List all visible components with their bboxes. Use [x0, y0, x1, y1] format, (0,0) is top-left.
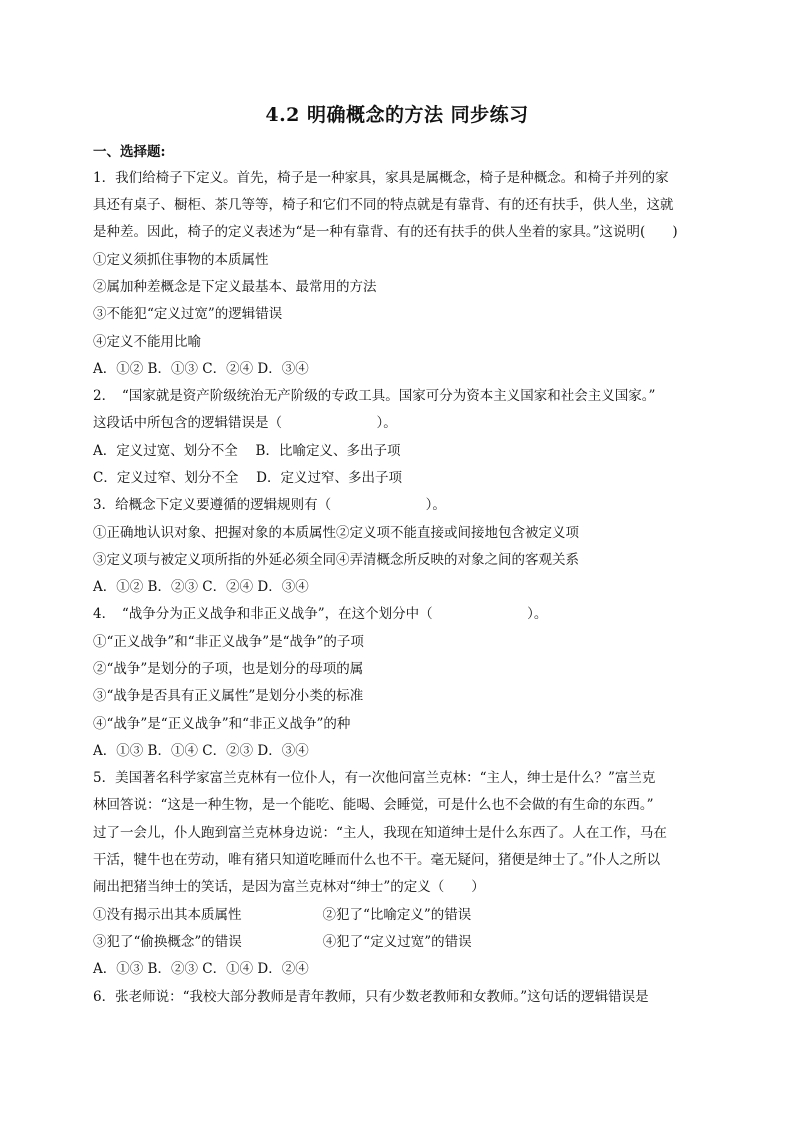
q4-option-2: ②“战争”是划分的子项，也是划分的母项的属: [93, 661, 364, 677]
q1-option-2: ②属加种差概念是下定义最基本、最常用的方法: [93, 279, 377, 295]
q2-line-1: 2． “国家就是资产阶级统治无产阶级的专政工具。国家可分为资本主义国家和社会主义国家。”: [93, 388, 656, 404]
q4-option-3: ③“战争是否具有正义属性”是划分小类的标准: [93, 688, 364, 704]
q3-choices: A．①② B．②③ C．②④ D．③④: [93, 579, 309, 595]
q2-choices-ab: A．定义过宽、划分不全 B．比喻定义、多出子项: [93, 443, 401, 459]
q1-option-3: ③不能犯“定义过宽”的逻辑错误: [93, 306, 283, 322]
q5-line-2: 林回答说：“这是一种生物，是一个能吃、能喝、会睡觉，可是什么也不会做的有生命的东西。”: [93, 797, 654, 813]
q5-line-4: 干活，犍牛也在劳动，唯有猪只知道吃睡而什么也不干。毫无疑问，猪便是绅士了。”仆人之所以: [93, 852, 661, 868]
q3-line-1: 3．给概念下定义要遵循的逻辑规则有（ ）。: [93, 497, 446, 513]
q4-option-4: ④“战争”是“正义战争”和“非正义战争”的种: [93, 716, 351, 732]
q3-option-34: ③定义项与被定义项所指的外延必须全同④弄清概念所反映的对象之间的客观关系: [93, 552, 579, 568]
q1-line-3: 是种差。因此，椅子的定义表述为“是一种有靠背、有的还有扶手的供人坐着的家具。”这说明( ): [93, 224, 678, 240]
q5-option-34: ③犯了“偷换概念”的错误 ④犯了“定义过宽”的错误: [93, 934, 472, 950]
q5-option-12: ①没有揭示出其本质属性 ②犯了“比喻定义”的错误: [93, 907, 472, 923]
q1-option-4: ④定义不能用比喻: [93, 334, 201, 350]
q5-line-3: 过了一会儿，仆人跑到富兰克林身边说：“主人，我现在知道绅士是什么东西了。人在工作，马在: [93, 825, 667, 841]
page-title: 4.2 明确概念的方法 同步练习: [265, 104, 529, 126]
q1-line-2: 具还有桌子、橱柜、茶几等等，椅子和它们不同的特点就是有靠背、有的还有扶手，供人坐，这就: [93, 197, 674, 213]
q1-choices: A．①② B．①③ C．②④ D．③④: [93, 361, 309, 377]
section-heading: 一、选择题:: [93, 144, 166, 160]
q4-option-1: ①“正义战争”和“非正义战争”是“战争”的子项: [93, 634, 364, 650]
q5-choices: A．①③ B．②③ C．①④ D．②④: [93, 961, 309, 977]
q1-option-1: ①定义须抓住事物的本质属性: [93, 252, 269, 268]
q4-choices: A．①③ B．①④ C．②③ D．③④: [93, 743, 309, 759]
q6-line-1: 6．张老师说：“我校大部分教师是青年教师，只有少数老教师和女教师。”这句话的逻辑错误是: [93, 989, 649, 1005]
q1-line-1: 1．我们给椅子下定义。首先，椅子是一种家具，家具是属概念，椅子是种概念。和椅子并列的家: [93, 170, 669, 186]
q2-line-2: 这段话中所包含的逻辑错误是（ ）。: [93, 415, 397, 431]
q2-choices-cd: C．定义过窄、划分不全 D．定义过窄、多出子项: [93, 470, 402, 486]
q5-line-5: 闹出把猪当绅士的笑话，是因为富兰克林对“绅士”的定义（ ）: [93, 879, 485, 895]
q3-option-12: ①正确地认识对象、把握对象的本质属性②定义项不能直接或间接地包含被定义项: [93, 525, 579, 541]
q5-line-1: 5．美国著名科学家富兰克林有一位仆人，有一次他问富兰克林：“主人，绅士是什么？”富兰克: [93, 770, 656, 786]
q4-line-1: 4． “战争分为正义战争和非正义战争”，在这个划分中（ ）。: [93, 606, 548, 622]
